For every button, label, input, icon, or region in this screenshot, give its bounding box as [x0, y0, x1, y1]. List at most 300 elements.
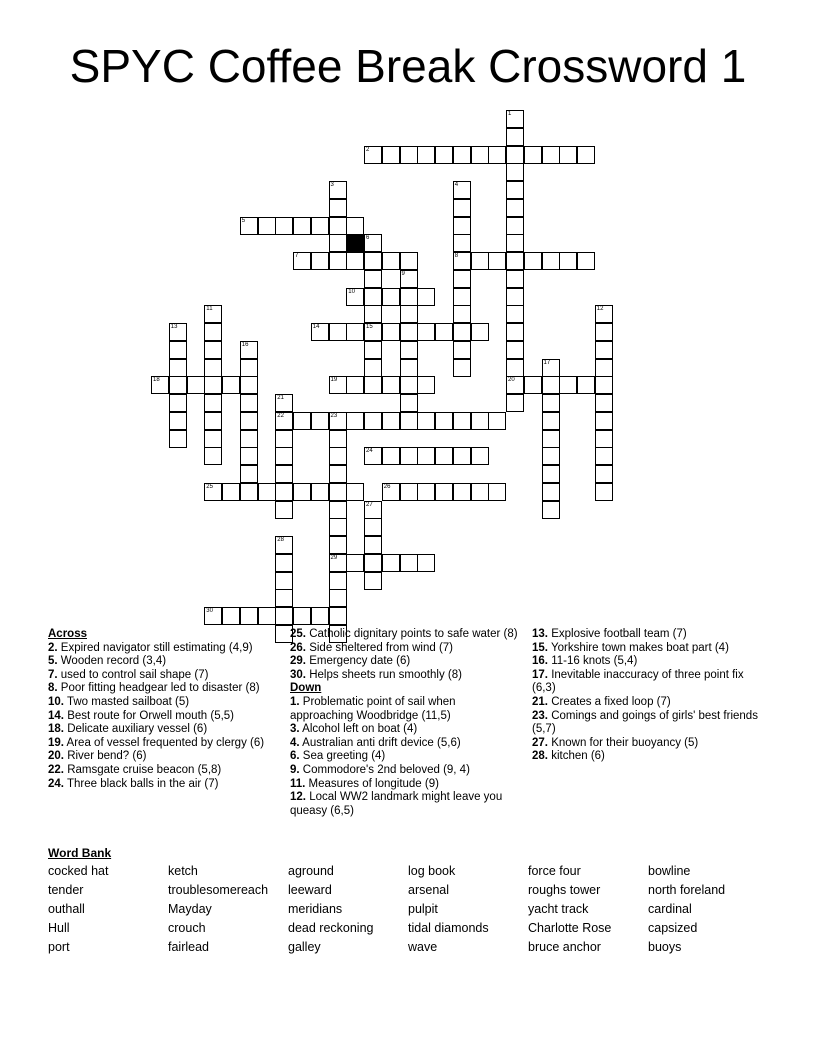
grid-cell[interactable]: [364, 305, 382, 323]
grid-cell[interactable]: [240, 465, 258, 483]
grid-cell[interactable]: [329, 518, 347, 536]
clue-number: 22: [277, 412, 284, 419]
clues-column-1: [48, 628, 276, 791]
grid-cell[interactable]: [240, 341, 258, 359]
word-bank-word: tender: [48, 883, 84, 897]
grid-cell[interactable]: [275, 412, 293, 430]
grid-cell[interactable]: [595, 465, 613, 483]
clue-item-text: Measures of longitude (9): [305, 777, 439, 790]
grid-cell[interactable]: [204, 447, 222, 465]
grid-cell[interactable]: [364, 234, 382, 252]
grid-cell[interactable]: [204, 376, 222, 394]
grid-cell[interactable]: [329, 536, 347, 554]
grid-cell[interactable]: [364, 359, 382, 377]
grid-cell[interactable]: [311, 483, 329, 501]
grid-cell[interactable]: [293, 412, 311, 430]
word-bank-column: [48, 862, 108, 957]
clue-item-text: Known for their buoyancy (5): [548, 736, 699, 749]
clues-column-2: [290, 628, 518, 818]
clue-item: [48, 750, 276, 764]
grid-cell[interactable]: [506, 359, 524, 377]
clue-number: 14: [312, 324, 320, 330]
clue-item-text: River bend? (6): [64, 750, 147, 763]
grid-cell[interactable]: [275, 447, 293, 465]
grid-cell[interactable]: [275, 394, 293, 412]
grid-cell[interactable]: [275, 589, 293, 607]
word-bank-word: tidal diamonds: [408, 921, 489, 935]
grid-cell[interactable]: [435, 412, 453, 430]
grid-cell[interactable]: [471, 447, 489, 465]
grid-cell[interactable]: [275, 607, 293, 625]
grid-cell[interactable]: [506, 217, 524, 235]
grid-cell[interactable]: [364, 536, 382, 554]
clue-item: [532, 696, 768, 710]
clue-number: 24: [366, 448, 373, 455]
grid-cell[interactable]: [275, 536, 293, 554]
word-bank-word: outhall: [48, 902, 85, 916]
clue-section-heading: Across: [48, 628, 87, 640]
word-bank-word: port: [48, 940, 70, 954]
grid-cell[interactable]: [577, 376, 595, 394]
grid-cell[interactable]: [329, 589, 347, 607]
word-bank-word: Mayday: [168, 902, 212, 916]
grid-cell[interactable]: [258, 217, 276, 235]
grid-cell[interactable]: [595, 341, 613, 359]
grid-cell[interactable]: [542, 447, 560, 465]
grid-cell[interactable]: [222, 483, 240, 501]
grid-cell[interactable]: [400, 305, 418, 323]
grid-cell[interactable]: [559, 376, 577, 394]
clue-item-number: 17.: [532, 668, 548, 681]
clue-number: 13: [170, 324, 178, 330]
grid-cell[interactable]: [329, 323, 347, 341]
grid-cell[interactable]: [382, 447, 400, 465]
clue-item-number: 12.: [290, 791, 306, 804]
grid-cell[interactable]: [329, 181, 347, 199]
grid-cell[interactable]: [364, 288, 382, 306]
word-bank-word: pulpit: [408, 902, 438, 916]
grid-cell[interactable]: [346, 376, 364, 394]
grid-cell[interactable]: [400, 146, 418, 164]
clue-item-number: 22.: [48, 763, 64, 776]
clue-number: 20: [508, 377, 515, 384]
grid-cell[interactable]: [329, 217, 347, 235]
grid-cell[interactable]: [240, 483, 258, 501]
clue-item: [48, 682, 276, 696]
clue-item: [532, 642, 768, 656]
grid-cell[interactable]: [346, 217, 364, 235]
word-bank-word: bruce anchor: [528, 940, 601, 954]
word-bank-word: buoys: [648, 940, 682, 954]
grid-cell[interactable]: [364, 270, 382, 288]
word-bank-word: bowline: [648, 864, 691, 878]
clue-item-number: 29.: [290, 655, 306, 668]
grid-cell[interactable]: [488, 483, 506, 501]
grid-cell[interactable]: [453, 359, 471, 377]
grid-cell[interactable]: [169, 341, 187, 359]
grid-cell[interactable]: [346, 323, 364, 341]
grid-cell[interactable]: [169, 359, 187, 377]
grid-cell[interactable]: [240, 607, 258, 625]
grid-cell[interactable]: [364, 501, 382, 519]
grid-cell[interactable]: [275, 483, 293, 501]
grid-cell[interactable]: [204, 483, 222, 501]
grid-cell[interactable]: [275, 217, 293, 235]
grid-cell[interactable]: [329, 376, 347, 394]
grid-cell[interactable]: [364, 554, 382, 572]
clue-item-text: Wooden record (3,4): [57, 655, 167, 668]
grid-cell[interactable]: [204, 359, 222, 377]
grid-cell[interactable]: [506, 288, 524, 306]
clue-item-number: 30.: [290, 668, 306, 681]
grid-cell[interactable]: [471, 483, 489, 501]
clue-item-text: Poor fitting headgear led to disaster (8): [57, 682, 260, 695]
grid-cell[interactable]: [595, 447, 613, 465]
clue-number: 5: [241, 217, 246, 224]
grid-cell[interactable]: [204, 305, 222, 323]
grid-cell[interactable]: [595, 412, 613, 430]
clue-item-text: Emergency date (6): [306, 655, 411, 668]
grid-cell[interactable]: [400, 447, 418, 465]
clue-number: 26: [383, 483, 391, 490]
grid-cell[interactable]: [559, 252, 577, 270]
grid-cell[interactable]: [400, 288, 418, 306]
grid-cell[interactable]: [329, 465, 347, 483]
grid-cell[interactable]: [595, 394, 613, 412]
grid-cell[interactable]: [364, 252, 382, 270]
word-bank-word: cardinal: [648, 902, 692, 916]
grid-cell[interactable]: [400, 270, 418, 288]
grid-cell[interactable]: [435, 146, 453, 164]
grid-cell[interactable]: [488, 412, 506, 430]
grid-cell[interactable]: [453, 146, 471, 164]
grid-cell[interactable]: [595, 376, 613, 394]
grid-cell[interactable]: [169, 430, 187, 448]
grid-cell[interactable]: [187, 376, 205, 394]
grid-cell[interactable]: [382, 288, 400, 306]
clue-item: [290, 669, 518, 683]
clue-item-text: Side sheltered from wind (7): [306, 641, 454, 654]
clue-item-number: 1.: [290, 695, 300, 708]
grid-cell[interactable]: [577, 252, 595, 270]
grid-cell[interactable]: [542, 394, 560, 412]
grid-cell[interactable]: [453, 323, 471, 341]
word-bank-word: arsenal: [408, 883, 449, 897]
clue-item-text: Catholic dignitary points to safe water (8): [306, 628, 518, 640]
grid-cell[interactable]: [595, 323, 613, 341]
grid-cell[interactable]: [346, 288, 364, 306]
grid-cell[interactable]: [453, 341, 471, 359]
grid-cell[interactable]: [400, 554, 418, 572]
grid-cell[interactable]: [417, 376, 435, 394]
grid-cell[interactable]: [240, 430, 258, 448]
grid-cell[interactable]: [275, 430, 293, 448]
grid-black-cell: [346, 234, 364, 252]
grid-cell[interactable]: [204, 323, 222, 341]
clue-item-text: Expired navigator still estimating (4,9): [57, 641, 253, 654]
grid-cell[interactable]: [453, 217, 471, 235]
grid-cell[interactable]: [364, 412, 382, 430]
clue-item-number: 13.: [532, 628, 548, 640]
clue-number: 2: [366, 146, 370, 153]
clue-item-number: 8.: [48, 682, 58, 695]
clue-number: 4: [454, 182, 459, 188]
clue-item-text: 11-16 knots (5,4): [548, 655, 638, 668]
clue-item: [48, 778, 276, 792]
clue-item-number: 19.: [48, 736, 64, 749]
word-bank-word: wave: [408, 940, 438, 954]
grid-cell[interactable]: [329, 483, 347, 501]
grid-cell[interactable]: [364, 572, 382, 590]
grid-cell[interactable]: [577, 146, 595, 164]
grid-cell[interactable]: [293, 252, 311, 270]
grid-cell[interactable]: [506, 128, 524, 146]
clue-number: 17: [543, 359, 551, 366]
grid-cell[interactable]: [595, 359, 613, 377]
grid-cell[interactable]: [506, 323, 524, 341]
clue-item-text: Three black balls in the air (7): [64, 777, 219, 790]
grid-cell[interactable]: [417, 288, 435, 306]
clue-item-number: 26.: [290, 641, 306, 654]
grid-cell[interactable]: [240, 394, 258, 412]
grid-cell[interactable]: [524, 252, 542, 270]
grid-cell[interactable]: [204, 412, 222, 430]
clue-item-number: 3.: [290, 723, 300, 736]
grid-cell[interactable]: [364, 447, 382, 465]
grid-cell[interactable]: [506, 146, 524, 164]
clue-item-number: 28.: [532, 750, 548, 763]
clue-number: 27: [366, 501, 373, 508]
grid-cell[interactable]: [488, 252, 506, 270]
grid-cell[interactable]: [329, 501, 347, 519]
grid-cell[interactable]: [542, 430, 560, 448]
grid-cell[interactable]: [453, 252, 471, 270]
word-bank-word: dead reckoning: [288, 921, 374, 935]
grid-cell[interactable]: [453, 181, 471, 199]
grid-cell[interactable]: [524, 376, 542, 394]
grid-cell[interactable]: [258, 483, 276, 501]
grid-cell[interactable]: [382, 146, 400, 164]
grid-cell[interactable]: [275, 501, 293, 519]
grid-cell[interactable]: [382, 554, 400, 572]
grid-cell[interactable]: [471, 323, 489, 341]
clue-item: [48, 655, 276, 669]
grid-cell[interactable]: [382, 323, 400, 341]
grid-cell[interactable]: [169, 376, 187, 394]
grid-cell[interactable]: [169, 394, 187, 412]
word-bank-column: [288, 862, 373, 957]
grid-cell[interactable]: [417, 412, 435, 430]
grid-cell[interactable]: [364, 146, 382, 164]
word-bank-column: [528, 862, 611, 957]
grid-cell[interactable]: [542, 483, 560, 501]
grid-cell[interactable]: [542, 376, 560, 394]
grid-cell[interactable]: [329, 430, 347, 448]
grid-cell[interactable]: [382, 483, 400, 501]
grid-cell[interactable]: [417, 483, 435, 501]
grid-cell[interactable]: [453, 199, 471, 217]
grid-cell[interactable]: [240, 376, 258, 394]
grid-cell[interactable]: [400, 394, 418, 412]
grid-cell[interactable]: [222, 376, 240, 394]
grid-cell[interactable]: [169, 323, 187, 341]
grid-cell[interactable]: [435, 447, 453, 465]
grid-cell[interactable]: [488, 146, 506, 164]
clue-number: 18: [153, 377, 160, 384]
clue-item-text: Alcohol left on boat (4): [299, 723, 418, 736]
grid-cell[interactable]: [471, 252, 489, 270]
grid-cell[interactable]: [542, 465, 560, 483]
grid-cell[interactable]: [400, 359, 418, 377]
clue-number: 12: [596, 306, 604, 313]
grid-cell[interactable]: [364, 518, 382, 536]
grid-cell[interactable]: [435, 323, 453, 341]
grid-cell[interactable]: [329, 607, 347, 625]
grid-cell[interactable]: [595, 430, 613, 448]
grid-cell[interactable]: [293, 607, 311, 625]
word-bank-word: troublesomereach: [168, 883, 269, 897]
grid-cell[interactable]: [329, 572, 347, 590]
clue-item-number: 15.: [532, 641, 548, 654]
grid-cell[interactable]: [506, 270, 524, 288]
grid-cell[interactable]: [311, 323, 329, 341]
grid-cell[interactable]: [311, 217, 329, 235]
clue-number: 28: [277, 537, 284, 543]
clue-number: 21: [277, 395, 284, 401]
grid-cell[interactable]: [329, 447, 347, 465]
grid-cell[interactable]: [453, 412, 471, 430]
grid-cell[interactable]: [329, 252, 347, 270]
word-bank-word: roughs tower: [528, 883, 601, 897]
grid-cell[interactable]: [417, 554, 435, 572]
clue-item: [532, 628, 768, 642]
grid-cell[interactable]: [559, 146, 577, 164]
clue-item-text: Inevitable inaccuracy of three point fix (6,3): [532, 668, 744, 695]
grid-cell[interactable]: [240, 359, 258, 377]
grid-cell[interactable]: [240, 447, 258, 465]
clue-item-text: Creates a fixed loop (7): [548, 695, 671, 708]
grid-cell[interactable]: [453, 270, 471, 288]
clue-number: 10: [348, 288, 355, 295]
grid-cell[interactable]: [275, 554, 293, 572]
grid-cell[interactable]: [346, 252, 364, 270]
grid-cell[interactable]: [400, 376, 418, 394]
grid-cell[interactable]: [204, 607, 222, 625]
grid-cell[interactable]: [293, 483, 311, 501]
grid-cell[interactable]: [204, 341, 222, 359]
clue-item: [48, 737, 276, 751]
grid-cell[interactable]: [471, 412, 489, 430]
grid-cell[interactable]: [453, 288, 471, 306]
clue-item: [290, 655, 518, 669]
grid-cell[interactable]: [435, 483, 453, 501]
grid-cell[interactable]: [364, 341, 382, 359]
grid-cell[interactable]: [275, 465, 293, 483]
grid-cell[interactable]: [453, 483, 471, 501]
grid-cell[interactable]: [364, 323, 382, 341]
grid-cell[interactable]: [311, 412, 329, 430]
grid-cell[interactable]: [506, 199, 524, 217]
grid-cell[interactable]: [506, 181, 524, 199]
word-bank-word: capsized: [648, 921, 698, 935]
word-bank-word: north foreland: [648, 883, 726, 897]
clue-item: [532, 710, 768, 737]
clue-number: 11: [206, 306, 213, 313]
clue-item-number: 27.: [532, 736, 548, 749]
clue-item: [532, 669, 768, 696]
grid-cell[interactable]: [311, 607, 329, 625]
grid-cell[interactable]: [204, 430, 222, 448]
clue-item-text: Best route for Orwell mouth (5,5): [64, 709, 235, 722]
grid-cell[interactable]: [293, 217, 311, 235]
grid-cell[interactable]: [258, 607, 276, 625]
grid-cell[interactable]: [542, 412, 560, 430]
grid-cell[interactable]: [240, 217, 258, 235]
grid-cell[interactable]: [329, 554, 347, 572]
word-bank-column: [648, 862, 725, 957]
grid-cell[interactable]: [400, 483, 418, 501]
grid-cell[interactable]: [506, 252, 524, 270]
grid-cell[interactable]: [329, 234, 347, 252]
grid-cell[interactable]: [204, 394, 222, 412]
grid-cell[interactable]: [506, 234, 524, 252]
grid-cell[interactable]: [595, 483, 613, 501]
grid-cell[interactable]: [506, 305, 524, 323]
grid-cell[interactable]: [506, 163, 524, 181]
grid-cell[interactable]: [417, 447, 435, 465]
grid-cell[interactable]: [311, 252, 329, 270]
grid-cell[interactable]: [382, 252, 400, 270]
grid-cell[interactable]: [471, 146, 489, 164]
grid-cell[interactable]: [382, 412, 400, 430]
grid-cell[interactable]: [506, 394, 524, 412]
grid-cell[interactable]: [329, 199, 347, 217]
grid-cell[interactable]: [400, 252, 418, 270]
grid-cell[interactable]: [542, 252, 560, 270]
grid-cell[interactable]: [346, 483, 364, 501]
grid-cell[interactable]: [542, 359, 560, 377]
grid-cell[interactable]: [417, 323, 435, 341]
grid-cell[interactable]: [524, 146, 542, 164]
grid-cell[interactable]: [506, 110, 524, 128]
grid-cell[interactable]: [382, 376, 400, 394]
grid-cell[interactable]: [453, 305, 471, 323]
grid-cell[interactable]: [595, 305, 613, 323]
grid-cell[interactable]: [542, 501, 560, 519]
grid-cell[interactable]: [400, 323, 418, 341]
grid-cell[interactable]: [453, 447, 471, 465]
clue-number: 15: [366, 324, 373, 330]
grid-cell[interactable]: [222, 607, 240, 625]
grid-cell[interactable]: [346, 554, 364, 572]
clue-item-text: Explosive football team (7): [548, 628, 687, 640]
grid-cell[interactable]: [417, 146, 435, 164]
grid-cell[interactable]: [506, 341, 524, 359]
grid-cell[interactable]: [169, 412, 187, 430]
grid-cell[interactable]: [151, 376, 169, 394]
grid-cell[interactable]: [240, 412, 258, 430]
grid-cell[interactable]: [346, 412, 364, 430]
grid-cell[interactable]: [364, 376, 382, 394]
grid-cell[interactable]: [542, 146, 560, 164]
grid-cell[interactable]: [400, 341, 418, 359]
grid-cell[interactable]: [506, 376, 524, 394]
grid-cell[interactable]: [453, 234, 471, 252]
clues-column-3: [532, 628, 768, 764]
grid-cell[interactable]: [275, 572, 293, 590]
grid-cell[interactable]: [400, 412, 418, 430]
grid-cell[interactable]: [329, 412, 347, 430]
